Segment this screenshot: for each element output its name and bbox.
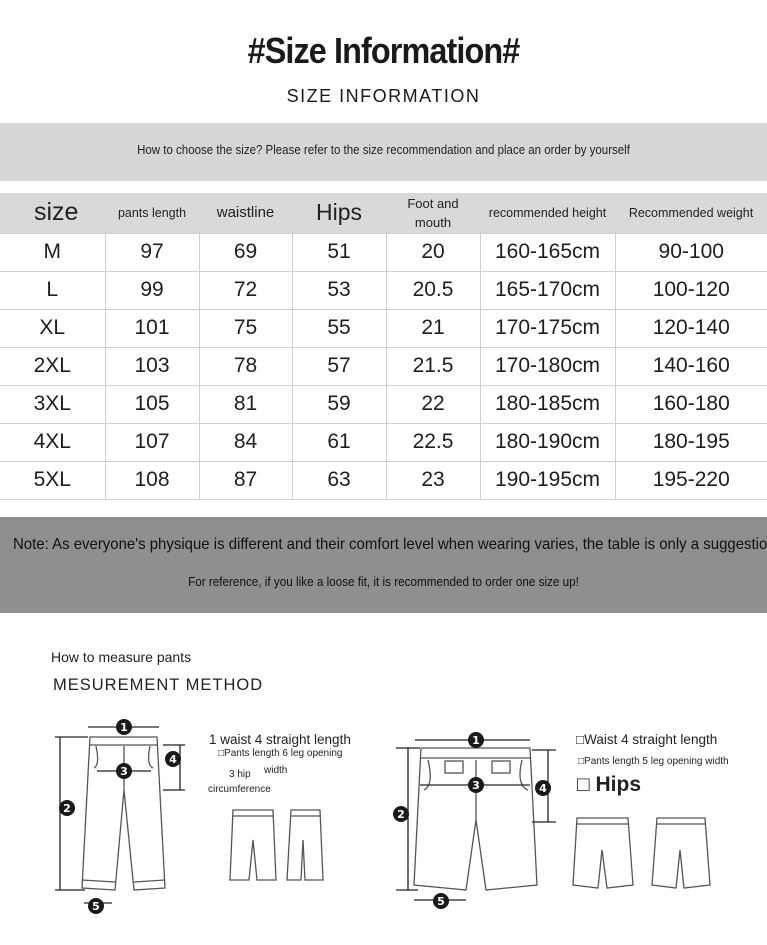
table-cell: 20 (386, 233, 480, 271)
table-cell: 53 (292, 271, 386, 309)
table-cell: 190-195cm (480, 461, 615, 499)
measure-heading-caps: MESUREMENT METHOD (53, 676, 264, 694)
marker-5-shorts (433, 893, 449, 909)
table-cell: 180-195 (615, 423, 767, 461)
table-cell: 100-120 (615, 271, 767, 309)
table-cell: 69 (199, 233, 292, 271)
page-subtitle: SIZE INFORMATION (286, 86, 481, 106)
header-foot-line1: Foot and (407, 195, 459, 211)
table-cell: 170-180cm (480, 347, 615, 385)
long-pants-caption-5: circumference (208, 784, 271, 795)
table-cell: 59 (292, 385, 386, 423)
long-pants-caption-4: 3 hip (229, 769, 251, 780)
marker-3-long-label: 3 (120, 765, 128, 778)
marker-2-shorts (393, 806, 409, 822)
small-shorts-back (652, 818, 710, 888)
table-cell: 81 (199, 385, 292, 423)
table-row (0, 271, 767, 309)
note-text: Note: As everyone's physique is different and their comfort level when wearing varies, the table is only a suggestio (13, 536, 767, 553)
marker-5-long-label: 5 (92, 900, 100, 913)
table-cell: 120-140 (615, 309, 767, 347)
table-cell: 84 (199, 423, 292, 461)
marker-3-shorts-label: 3 (472, 779, 480, 792)
table-row (0, 309, 767, 347)
table-cell: 22 (386, 385, 480, 423)
table-cell: 140-160 (615, 347, 767, 385)
small-pants-front (230, 810, 276, 880)
marker-4-shorts (535, 780, 551, 796)
table-cell: 63 (292, 461, 386, 499)
shorts-caption-1: □Waist 4 straight length (576, 732, 718, 747)
header-hips: Hips (292, 193, 386, 233)
table-cell: 105 (105, 385, 199, 423)
table-cell: 57 (292, 347, 386, 385)
long-pants-caption-1: 1 waist 4 straight length (209, 732, 351, 747)
table-cell: 108 (105, 461, 199, 499)
header-recommended-weight: Recommended weight (615, 193, 767, 233)
size-table (0, 193, 767, 500)
note-banner (0, 517, 767, 613)
table-cell: 21 (386, 309, 480, 347)
table-row (0, 347, 767, 385)
table-cell: 107 (105, 423, 199, 461)
table-cell: 99 (105, 271, 199, 309)
table-cell: 21.5 (386, 347, 480, 385)
reference-text: For reference, if you like a loose fit, it is recommended to order one size up! (188, 574, 579, 589)
header-foot-mouth (386, 193, 480, 233)
table-cell: 87 (199, 461, 292, 499)
measure-heading: How to measure pants (51, 649, 192, 665)
long-pants-illustration (82, 737, 165, 890)
instruction-text: How to choose the size? Please refer to the size recommendation and place an order by yourself (137, 143, 630, 157)
table-row (0, 385, 767, 423)
marker-1-shorts-label: 1 (472, 734, 480, 747)
table-cell: 55 (292, 309, 386, 347)
table-cell: 160-165cm (480, 233, 615, 271)
small-pants-back (287, 810, 323, 880)
table-cell: L (0, 271, 105, 309)
marker-4-shorts-label: 4 (539, 782, 547, 795)
table-cell: 90-100 (615, 233, 767, 271)
marker-2-long (59, 800, 75, 816)
header-pants-length: pants length (105, 193, 199, 233)
table-cell: 103 (105, 347, 199, 385)
table-cell: 23 (386, 461, 480, 499)
header-recommended-height: recommended height (480, 193, 615, 233)
shorts-caption-3: □ Hips (577, 773, 642, 796)
table-cell: 195-220 (615, 461, 767, 499)
marker-5-shorts-label: 5 (437, 895, 445, 908)
table-cell: 165-170cm (480, 271, 615, 309)
table-cell: 61 (292, 423, 386, 461)
table-cell: 170-175cm (480, 309, 615, 347)
table-cell: 72 (199, 271, 292, 309)
marker-2-long-label: 2 (63, 802, 71, 815)
shorts-illustration (414, 748, 537, 890)
table-cell: 180-185cm (480, 385, 615, 423)
marker-4-long (165, 751, 181, 767)
long-pants-caption-2: □Pants length 6 leg opening (218, 748, 343, 759)
table-cell: 4XL (0, 423, 105, 461)
table-cell: M (0, 233, 105, 271)
marker-5-long (88, 898, 104, 914)
table-cell: 51 (292, 233, 386, 271)
marker-4-long-label: 4 (169, 753, 177, 766)
table-cell: 3XL (0, 385, 105, 423)
table-cell: 160-180 (615, 385, 767, 423)
table-cell: XL (0, 309, 105, 347)
size-table-header (0, 193, 767, 233)
small-shorts-front (573, 818, 633, 888)
table-cell: 101 (105, 309, 199, 347)
marker-1-long (116, 719, 132, 735)
marker-2-shorts-label: 2 (397, 808, 405, 821)
table-cell: 20.5 (386, 271, 480, 309)
table-row (0, 233, 767, 271)
table-row (0, 461, 767, 499)
page-title: #Size Information# (247, 30, 520, 71)
table-cell: 180-190cm (480, 423, 615, 461)
table-cell: 5XL (0, 461, 105, 499)
marker-1-long-label: 1 (120, 721, 128, 734)
long-pants-caption-3: width (264, 765, 288, 776)
header-size: size (0, 193, 105, 233)
marker-3-long (116, 763, 132, 779)
table-cell: 75 (199, 309, 292, 347)
header-foot-line2: mouth (414, 214, 452, 230)
header-waistline: waistline (199, 193, 292, 233)
size-table-body (0, 233, 767, 499)
instruction-banner (0, 123, 767, 181)
marker-3-shorts (468, 777, 484, 793)
table-cell: 97 (105, 233, 199, 271)
table-row (0, 423, 767, 461)
table-cell: 78 (199, 347, 292, 385)
table-cell: 22.5 (386, 423, 480, 461)
marker-1-shorts (468, 732, 484, 748)
shorts-caption-2: □Pants length 5 leg opening width (578, 756, 729, 767)
table-cell: 2XL (0, 347, 105, 385)
